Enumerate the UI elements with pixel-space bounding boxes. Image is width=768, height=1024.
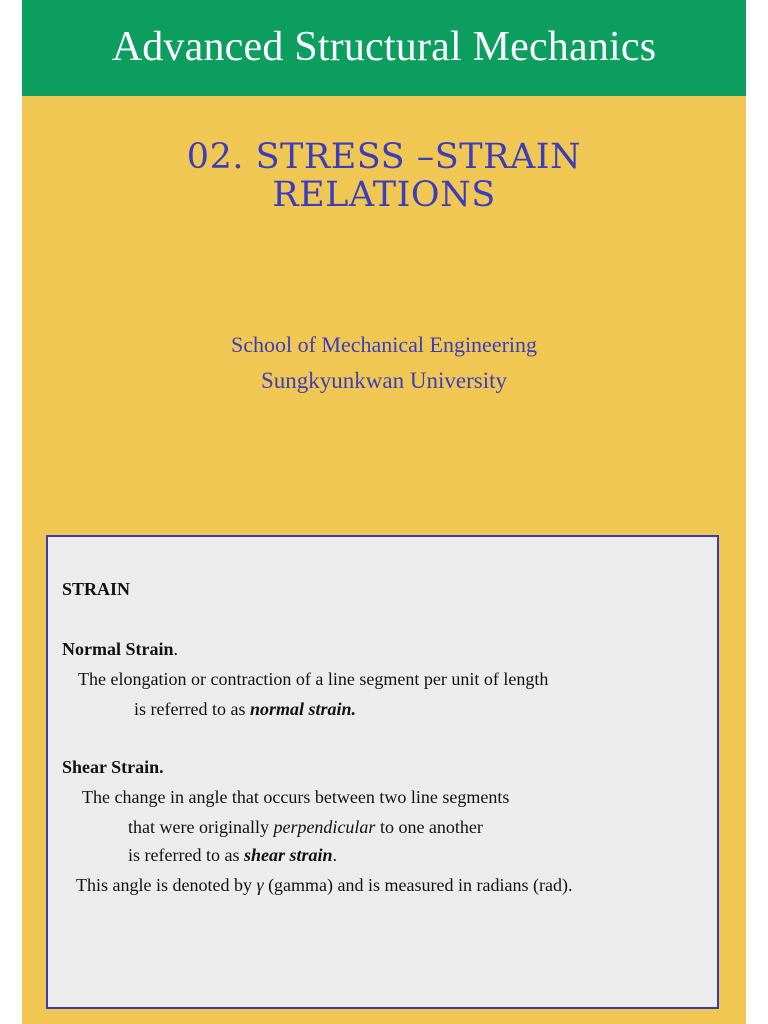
shear-strain-line-4 — [76, 875, 572, 896]
course-title: Advanced Structural Mechanics — [111, 24, 657, 70]
lecture-title-line-1: 02. STRESS –STRAIN — [186, 137, 582, 177]
normal-strain-line-2 — [134, 699, 356, 720]
normal-strain-heading-text: Normal Strain — [62, 639, 174, 659]
section-heading: STRAIN — [62, 579, 131, 599]
shear-strain-line-2-prefix: that were originally — [128, 817, 274, 837]
shear-strain-heading: Shear Strain. — [62, 757, 164, 777]
normal-strain-line-2-prefix: is referred to as — [134, 699, 250, 719]
shear-strain-term: shear strain — [243, 845, 333, 865]
normal-strain-line-1: The elongation or contraction of a line segment per unit of length — [78, 669, 549, 689]
school-name: School of Mechanical Engineering — [230, 332, 538, 357]
shear-strain-line-2 — [128, 817, 483, 838]
lecture-title — [22, 138, 746, 214]
university-name: Sungkyunkwan University — [261, 368, 507, 393]
header-bar — [22, 0, 746, 96]
strain-content-box — [46, 535, 719, 1009]
normal-strain-heading-suffix: . — [173, 639, 178, 659]
lecture-title-line-2: RELATIONS — [272, 175, 496, 215]
shear-strain-line-1: The change in angle that occurs between two line segments — [82, 787, 510, 807]
slide-page — [22, 0, 746, 1024]
gamma-symbol: γ — [256, 875, 264, 895]
shear-strain-line-3-prefix: is referred to as — [128, 845, 244, 865]
normal-strain-heading — [62, 639, 178, 660]
shear-strain-line-3 — [128, 845, 337, 866]
shear-strain-line-4-suffix: (gamma) and is measured in radians (rad). — [263, 875, 573, 895]
shear-strain-line-2-suffix: to one another — [375, 817, 483, 837]
shear-strain-line-3-suffix: . — [332, 845, 337, 865]
perpendicular-term: perpendicular — [273, 817, 376, 837]
shear-strain-line-4-prefix: This angle is denoted by — [76, 875, 257, 895]
normal-strain-term: normal strain. — [249, 699, 356, 719]
